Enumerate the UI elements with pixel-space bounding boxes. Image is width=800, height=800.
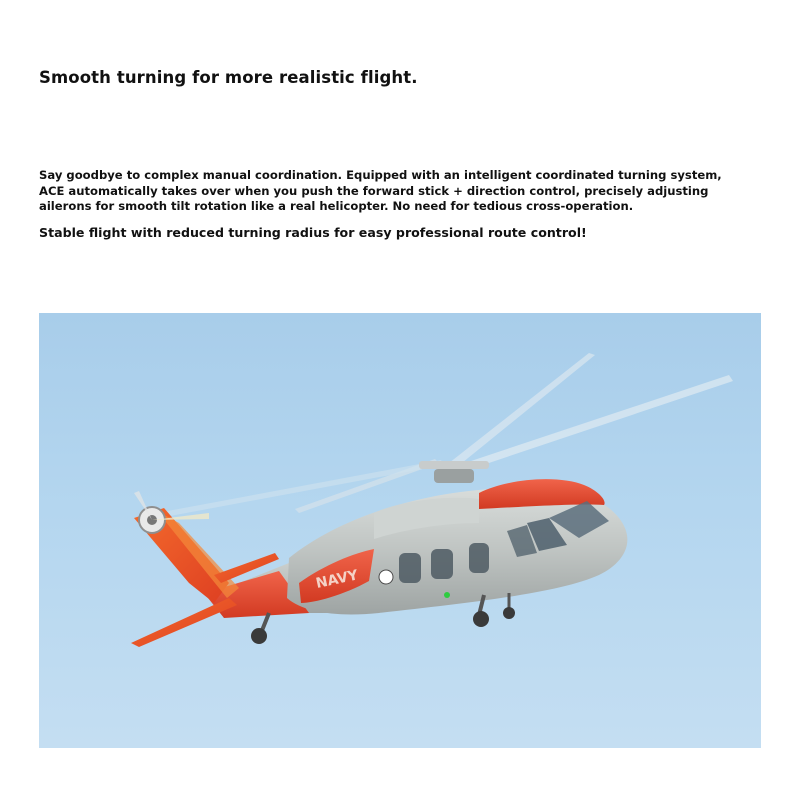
feature-description: Say goodbye to complex manual coordination. Equipped with an intelligent coordinated turning system, ACE automatically takes over when you push the forward stick + direction control, precisely adjusting ailerons for smooth tilt rotation like a real helicopter. No need for tedious cross-operation. [39,168,722,213]
stabilizer [131,598,237,647]
navy-marking: NAVY [314,567,360,592]
helicopter-photo [39,313,761,748]
main-rotor-blades [157,353,733,518]
page-heading: Smooth turning for more realistic flight. [39,68,418,87]
helicopter-illustration [39,313,761,748]
feature-highlight: Stable flight with reduced turning radius for easy professional route control! [39,225,587,240]
